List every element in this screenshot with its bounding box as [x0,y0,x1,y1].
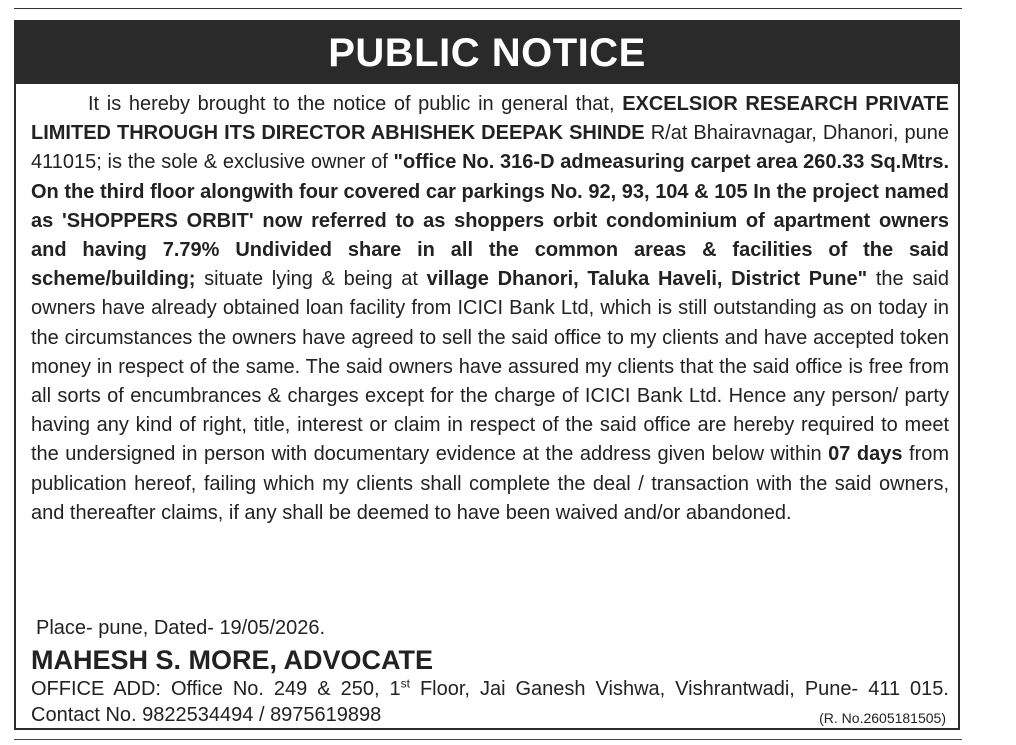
body-text-1: It is hereby brought to the notice of public in general that, [88,93,623,115]
advocate-name: MAHESH S. MORE, ADVOCATE [31,645,434,675]
property-location: village Dhanori, Taluka Haveli, District Pune" [426,268,868,291]
office-address [31,676,949,728]
notice-frame [14,20,960,730]
address-part-2: Floor, Jai Ganesh Vishwa, Vishrantwadi, Pune- 411 015. Contact No. 9822534494 / 8975619898 [31,678,949,726]
registration-number: (R. No.2605181505) [819,710,946,726]
body-text-2: R/at Bhairavnagar, Dhanori, pune 411015; is the sole & exclusive owner of [31,122,949,174]
body-text-5: from publication hereof, failing which my clients shall complete the deal / transaction with the said owners, and thereafter claims, if any shall be deemed to have been waived and/or abandoned. [31,443,950,524]
notice-paragraph [31,90,949,528]
notice-period: 07 days [828,443,903,466]
notice-body [31,90,949,528]
top-rule [14,8,962,9]
property-description: "office No. 316-D admeasuring carpet area 260.33 Sq.Mtrs. On the third floor alongwith four covered car parkings No. 92, 93, 104 & 105 In the project named as 'SHOPPERS ORBIT' now referred to as shoppers orbit condominium of apartment owners and having 7.79% Undivided share in all the common areas & facilities of the said scheme/building; [31,151,949,291]
notice-title: PUBLIC NOTICE [328,30,646,75]
address-superscript: st [400,676,410,691]
body-text-3: situate lying & being at [195,268,427,291]
body-text-4: the said owners have already obtained loan facility from ICICI Bank Ltd, which is still outstanding as on today in the circumstances the owners have agreed to sell the said office to my clients and have accepted token money in respect of the same. The said owners have assured my clients that the said office is free from all sorts of encumbrances & charges except for the charge of ICICI Bank Ltd. Hence any person/ party having any kind of right, title, interest or claim in respect of the said office are hereby required to meet the undersigned in person with documentary evidence at the address given below within [31,268,950,466]
bottom-rule [14,739,962,740]
notice-header [16,22,958,84]
address-part-1: OFFICE ADD: Office No. 249 & 250, 1 [31,678,401,700]
place-date: Place- pune, Dated- 19/05/2026. [36,617,326,639]
owner-name: EXCELSIOR RESEARCH PRIVATE LIMITED THROUGH ITS DIRECTOR ABHISHEK DEEPAK SHINDE [31,93,949,145]
